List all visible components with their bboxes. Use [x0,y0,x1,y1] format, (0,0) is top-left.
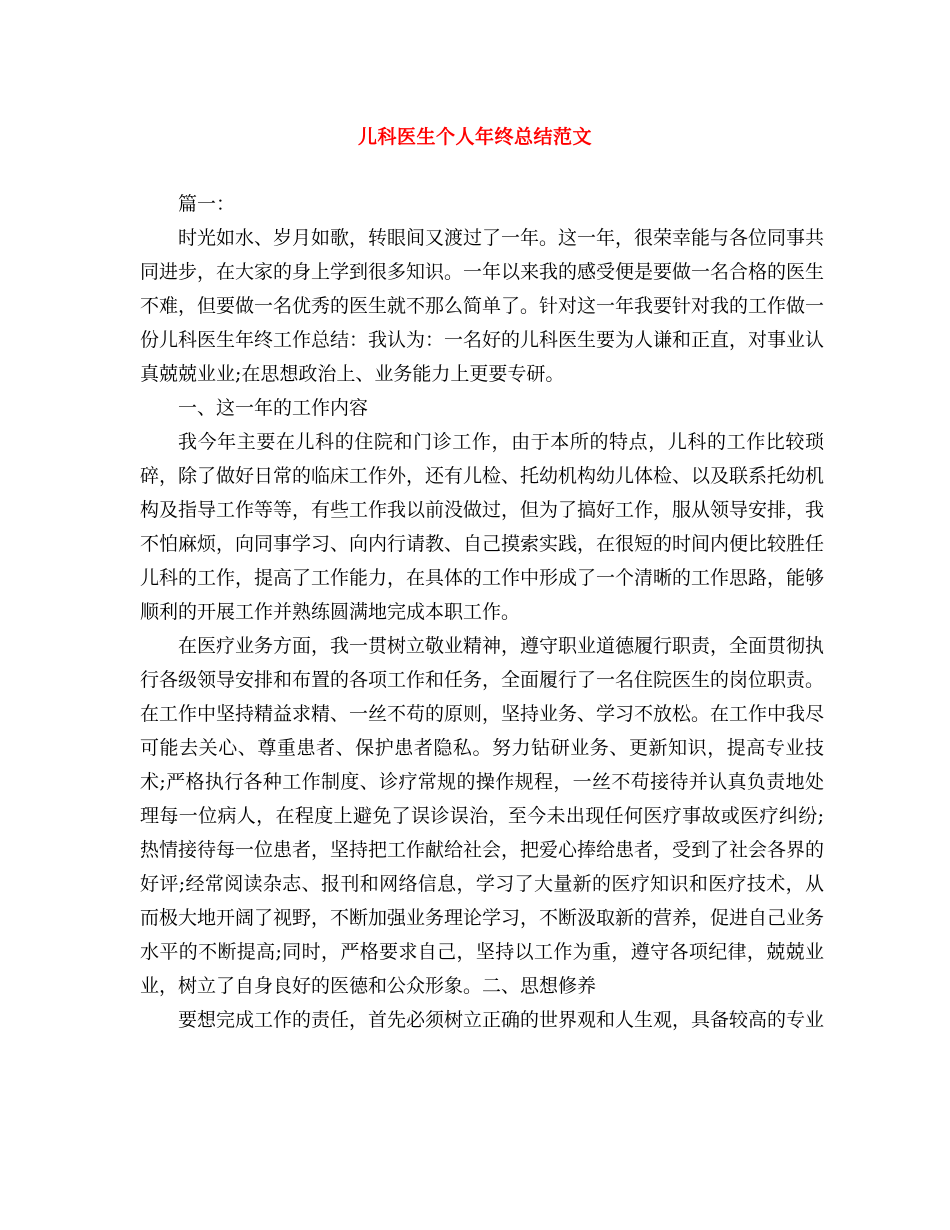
paragraph-medical-business: 在医疗业务方面，我一贯树立敬业精神，遵守职业道德履行职责，全面贯彻执行各级领导安排和布置的各项工作和任务，全面履行了一名住院医生的岗位职责。在工作中坚持精益求精、一丝不苟的原则，坚持业务、学习不放松。在工作中我尽可能去关心、尊重患者、保护患者隐私。努力钻研业务、更新知识，提高专业技术;严格执行各种工作制度、诊疗常规的操作规程，一丝不苟接待并认真负责地处理每一位病人，在程度上避免了误诊误治，至今未出现任何医疗事故或医疗纠纷;热情接待每一位患者，坚持把工作献给社会，把爱心捧给患者，受到了社会各界的好评;经常阅读杂志、报刊和网络信息，学习了大量新的医疗知识和医疗技术，从而极大地开阔了视野，不断加强业务理论学习，不断汲取新的营养，促进自己业务水平的不断提高;同时，严格要求自己，坚持以工作为重，遵守各项纪律，兢兢业业，树立了自身良好的医德和公众形象。二、思想修养 [140,635,825,997]
paragraph-intro: 时光如水、岁月如歌，转眼间又渡过了一年。这一年，很荣幸能与各位同事共同进步，在大家的身上学到很多知识。一年以来我的感受便是要做一名合格的医生不难，但要做一名优秀的医生就不那么简单了。针对这一年我要针对我的工作做一份儿科医生年终工作总结：我认为：一名好的儿科医生要为人谦和正直，对事业认真兢兢业业;在思想政治上、业务能力上更要专研。 [140,227,825,385]
section-label: 篇一： [178,193,236,215]
paragraph-work-content: 我今年主要在儿科的住院和门诊工作，由于本所的特点，儿科的工作比较琐碎，除了做好日常的临床工作外，还有儿检、托幼机构幼儿体检、以及联系托幼机构及指导工作等等，有些工作我以前没做过，但为了搞好工作，服从领导安排，我不怕麻烦，向同事学习、向内行请教、自己摸索实践，在很短的时间内便比较胜任儿科的工作，提高了工作能力，在具体的工作中形成了一个清晰的工作思路，能够顺利的开展工作并熟练圆满地完成本职工作。 [140,431,825,623]
section-heading-work-content: 一、这一年的工作内容 [178,397,369,419]
document-title: 儿科医生个人年终总结范文 [357,126,592,148]
paragraph-thought-cultivation: 要想完成工作的责任，首先必须树立正确的世界观和人生观，具备较高的专业 [178,1009,825,1031]
document-body [140,187,824,1037]
